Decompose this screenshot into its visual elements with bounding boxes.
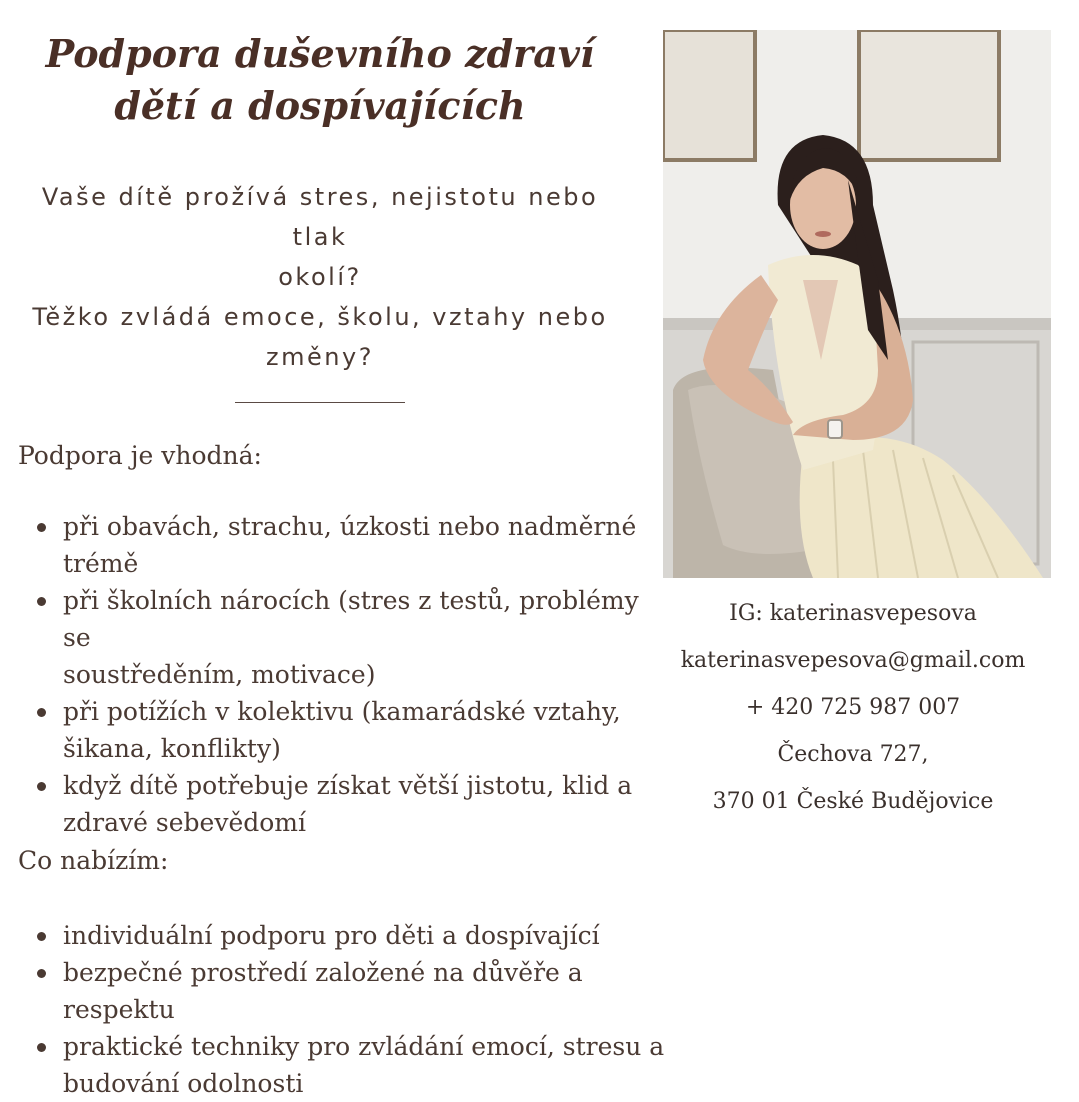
bullet-icon: [37, 932, 46, 941]
list-item-line: praktické techniky pro zvládání emocí, stresu a: [63, 1032, 665, 1061]
list-item-line: budování odolnosti: [63, 1069, 304, 1098]
suitable-heading: Podpora je vhodná:: [18, 441, 262, 470]
list-item-line: při potížích v kolektivu (kamarádské vztahy,: [63, 697, 621, 726]
divider: [235, 402, 405, 403]
list-item: [18, 917, 668, 954]
list-item: [18, 1028, 668, 1102]
question-emotions-line-2: změny?: [266, 343, 374, 371]
list-item: [18, 582, 668, 693]
question-emotions: [10, 297, 630, 377]
page-title: [20, 28, 620, 132]
offer-list: [18, 917, 668, 1102]
list-item: [18, 767, 668, 841]
list-item-line: zdravé sebevědomí: [63, 808, 306, 837]
list-item: [18, 693, 668, 767]
bullet-icon: [37, 597, 46, 606]
bullet-icon: [37, 1043, 46, 1052]
bullet-icon: [37, 523, 46, 532]
address-city: 370 01 České Budějovice: [712, 789, 994, 814]
list-item-line: když dítě potřebuje získat větší jistotu, klid a: [63, 771, 633, 800]
list-item-line: šikana, konflikty): [63, 734, 281, 763]
question-stress-line-1: Vaše dítě prožívá stres, nejistotu nebo tlak: [41, 183, 599, 251]
bullet-icon: [37, 969, 46, 978]
list-item-line: trémě: [63, 549, 139, 578]
address-street: Čechova 727,: [777, 742, 929, 767]
list-item-line: při školních nárocích (stres z testů, problémy se: [63, 586, 639, 652]
portrait-illustration: [663, 30, 1051, 578]
list-item-line: při obavách, strachu, úzkosti nebo nadměrné: [63, 512, 637, 541]
list-item-line: individuální podporu pro děti a dospívající: [63, 921, 600, 950]
offer-heading: Co nabízím:: [18, 846, 169, 875]
phone-number: + 420 725 987 007: [745, 695, 961, 720]
contact-info: [663, 590, 1043, 825]
suitable-list: [18, 508, 668, 841]
list-item-line: soustředěním, motivace): [63, 660, 376, 689]
list-item-line: bezpečné prostředí založené na důvěře a respektu: [63, 958, 583, 1024]
title-line-1: Podpora duševního zdraví: [45, 31, 595, 76]
list-item: [18, 954, 668, 1028]
email-address: katerinasvepesova@gmail.com: [680, 648, 1026, 673]
portrait-photo: [663, 30, 1051, 578]
question-emotions-line-1: Těžko zvládá emoce, školu, vztahy nebo: [32, 303, 608, 331]
question-stress: [10, 177, 630, 297]
bullet-icon: [37, 708, 46, 717]
question-stress-line-2: okolí?: [278, 263, 362, 291]
bullet-icon: [37, 782, 46, 791]
instagram-handle: IG: katerinasvepesova: [729, 601, 977, 626]
title-line-2: dětí a dospívajících: [114, 83, 526, 128]
list-item: [18, 508, 668, 582]
